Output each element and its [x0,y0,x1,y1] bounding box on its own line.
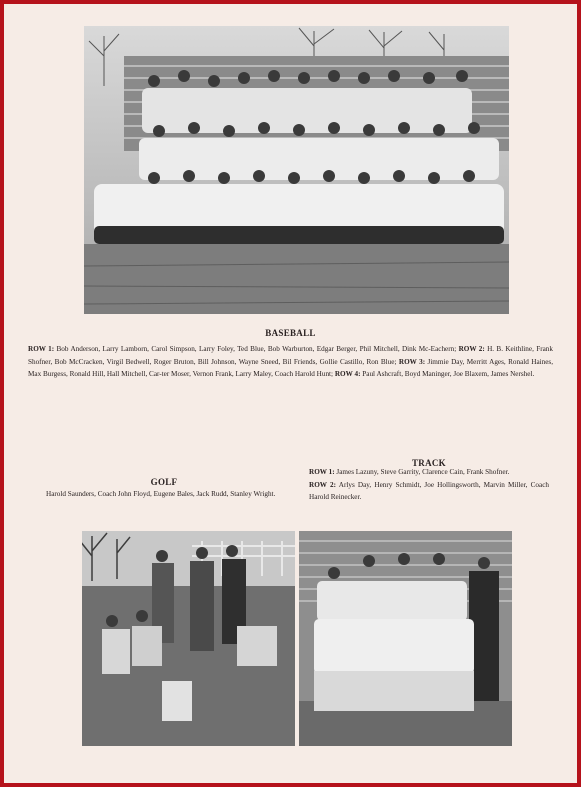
baseball-row-4-label: ROW 4: [334,370,361,379]
baseball-row-1-label: ROW 1: [28,345,55,353]
track-row-2-label: ROW 2: [309,480,336,489]
baseball-row-4-names: Paul Ashcraft, Boyd Maninger, Joe Blaxem, James Nershel. [362,370,535,379]
track-caption [309,466,549,504]
baseball-team-photo [84,26,509,314]
track-row-2-names: Arlys Day, Henry Schmidt, Joe Hollingsworth, Marvin Miller, Coach Harold Reinecker. [309,480,550,502]
golf-heading: GOLF [150,477,178,487]
baseball-row-3-label: ROW 3: [398,357,426,366]
track-heading: TRACK [411,458,446,468]
track-row-1-names: James Lazuny, Steve Garrity, Clarence Cain, Frank Shofner. [336,468,510,476]
baseball-heading: BASEBALL [265,328,316,338]
golf-caption [46,488,284,501]
baseball-caption [28,343,553,381]
golf-team-photo [82,531,295,746]
baseball-row-2-label: ROW 2: [458,345,485,353]
baseball-row-2-names: H. B. Keithline, Frank Shofner, Bob McCracken, Virgil Bedwell, Roger Bruton, Bill Johnson, Wayne Sneed, Bil Friends, Gollie Castillo, Ron Blue; [28,345,553,366]
yearbook-page [4,4,577,783]
baseball-row-1-names: Bob Anderson, Larry Lamborn, Carol Simpson, Larry Foley, Ted Blue, Bob Warburton, Edgar Berger, Phil Mitchell, Dink Mc-Eachern; [56,345,457,353]
track-team-photo [299,531,512,746]
baseball-row-3-names: Jimmie Day, Merritt Ages, Ronald Haines, Max Burgess, Ronald Hill, Hall Mitchell, Car-ter Moser, Vernon Frank, Larry Maley, Coach Harold Hunt; [28,357,554,379]
track-row-1-label: ROW 1: [309,468,335,476]
golf-names: Harold Saunders, Coach John Floyd, Eugene Bales, Jack Rudd, Stanley Wright. [46,490,276,498]
